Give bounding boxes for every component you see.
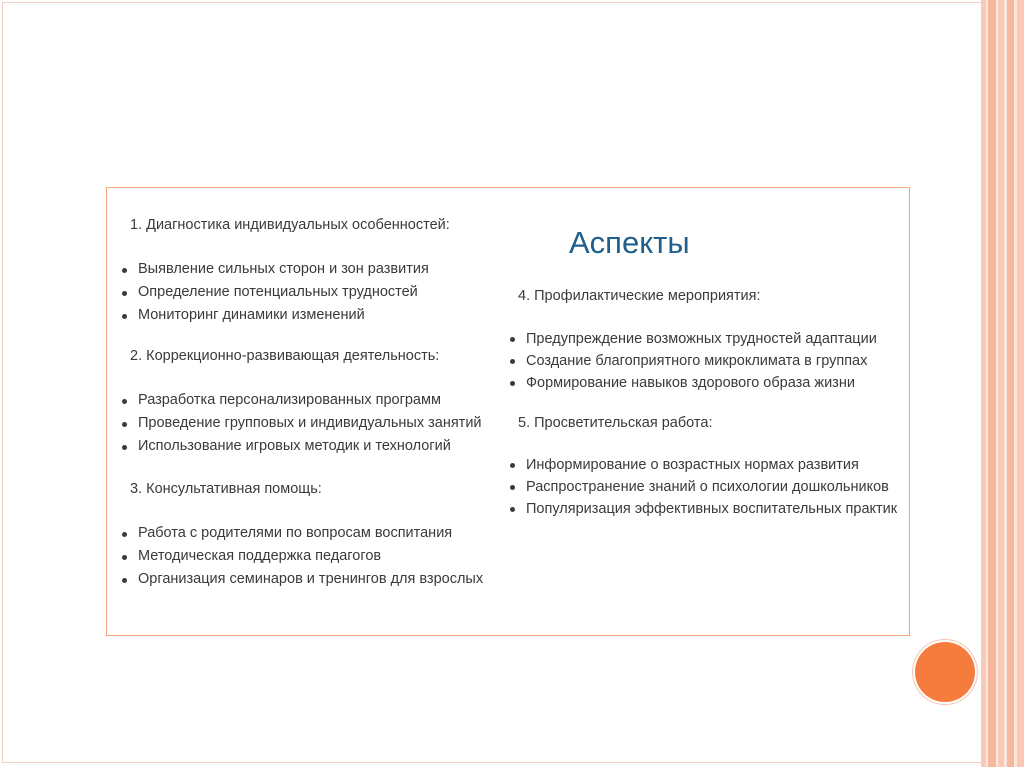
decor-stripe (988, 0, 996, 767)
bullet-list (506, 454, 898, 520)
list-item: Выявление сильных сторон и зон развития (118, 258, 504, 281)
left-column (118, 214, 504, 591)
right-column (506, 285, 898, 520)
list-item: Организация семинаров и тренингов для взрослых (118, 568, 504, 591)
list-item: Использование игровых методик и технологий (118, 435, 504, 458)
section-heading: 1. Диагностика индивидуальных особенностей: (130, 217, 450, 233)
section-heading: 2. Коррекционно-развивающая деятельность: (130, 348, 440, 364)
section-heading: 3. Консультативная помощь: (130, 481, 322, 497)
list-item: Создание благоприятного микроклимата в группах (506, 350, 898, 372)
slide-title: Аспекты (569, 225, 690, 260)
decor-stripe (1017, 0, 1024, 767)
list-item: Мониторинг динамики изменений (118, 304, 504, 327)
decor-circle (915, 642, 975, 702)
bullet-list (118, 389, 504, 458)
list-item: Методическая поддержка педагогов (118, 545, 504, 568)
list-item: Проведение групповых и индивидуальных занятий (118, 412, 504, 435)
bullet-list (118, 258, 504, 327)
list-item: Информирование о возрастных нормах развития (506, 454, 898, 476)
bullet-list (506, 328, 898, 394)
bullet-list (118, 522, 504, 591)
section-heading: 5. Просветительская работа: (518, 415, 713, 431)
list-item: Предупреждение возможных трудностей адаптации (506, 328, 898, 350)
list-item: Разработка персонализированных программ (118, 389, 504, 412)
list-item: Формирование навыков здорового образа жизни (506, 372, 898, 394)
list-item: Популяризация эффективных воспитательных практик (506, 498, 898, 520)
list-item: Работа с родителями по вопросам воспитания (118, 522, 504, 545)
section-heading: 4. Профилактические мероприятия: (518, 288, 761, 304)
list-item: Распространение знаний о психологии дошкольников (506, 476, 898, 498)
decor-stripe (1007, 0, 1014, 767)
list-item: Определение потенциальных трудностей (118, 281, 504, 304)
